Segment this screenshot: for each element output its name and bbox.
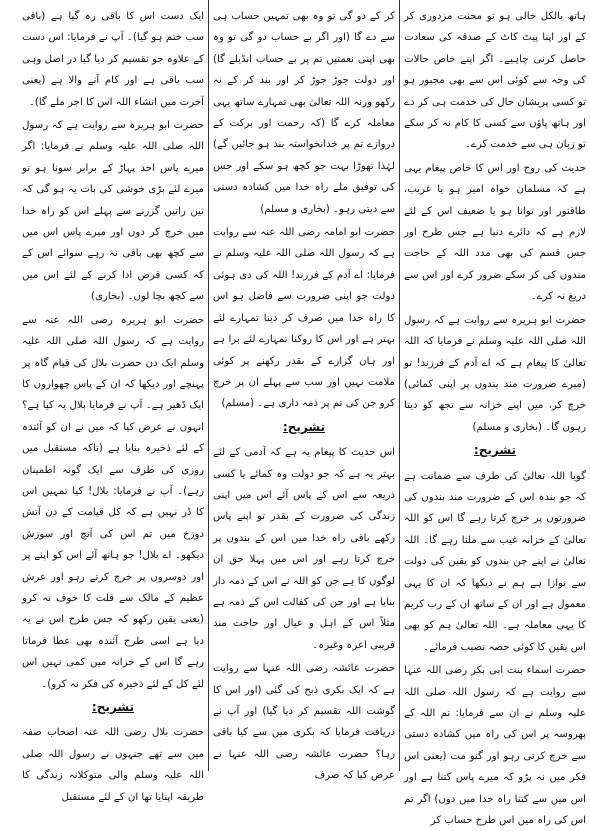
paragraph: حضرت ابو امامہ رضی اللہ عنہ سے روایت ہے کہ رسول اللہ صلی اللہ علیہ وسلم نے فرمایا: اے آدم کے فرزند! اللہ کی دی ہوئی دولت جو اپنی ضرورت سے فاضل ہو اس کا راہ خدا میں صرف کر دینا تمہارے لئے بہتر ہے اور اس کا روکنا تمہارے لئے برا ہے اور ہاں گزارے کے بقدر رکھنے پر کوئی ملامت نہیں اور سب سے پہلے ان پر خرچ کرو جن کی تم پر ذمہ داری ہے۔ (مسلم): [213, 227, 395, 410]
text-column-right: [400, 0, 590, 827]
paragraph: اس حدیث کا پیغام یہ ہے کہ آدمی کے لئے بہتر یہ ہے کہ جو دولت وہ کمائے یا کسی ذریعہ سے اس کے پاس آئے اس میں اپنی زندگی کی ضرورت کے بقدر تو اپنے پاس رکھے باقی راہ خدا میں اس کے بندوں پر خرچ کرتا رہے اور اس میں پہلا حق ان لوگوں کا ہے جن کو اللہ نے اس کے ذمہ دار بنایا ہے اور جن کی کفالت اس کے ذمہ ہے مثلاً اس کے اہل و عیال اور حاجت مند قریبی اعزہ وغیرہ۔: [213, 447, 395, 651]
section-heading: تشریح:: [91, 700, 135, 714]
column-divider: [399, 0, 400, 771]
paragraph: حضرت عائشہ رضی اللہ عنہا سے روایت ہے کہ ایک بکری ذبح کی گئی (اور اس کا گوشت اللہ تقسیم کر دیا گیا) اور آپ نے دریافت فرمایا کہ بکری میں سے کیا باقی رہا؟ حضرت عائشہ رضی اللہ عنہا نے عرض کیا کہ صرف: [213, 663, 395, 782]
paragraph: حضرت بلال رضی اللہ عنہ اصحاب صفہ میں سے تھے جنہوں نے رسول اللہ صلی اللہ علیہ وسلم والی متوکلانہ زندگی کا طریقہ اپنایا تھا ان کے لئے مستقبل: [22, 727, 204, 803]
paragraph: حدیث کی روح اور اس کا خاص پیغام یہی ہے کہ مسلمان خواہ امیر ہو یا غریب، طاقتور اور توانا ہو یا ضعیف اس کے لئے لازم ہے کہ دائرے دنیا ہے جس طرح اور جس قسم کی بھی مدد اللہ کے حاجت مندوں کی کر سکے ضرور کرے اور اس سے دریغ نہ کرے۔: [404, 162, 586, 303]
column-divider: [208, 0, 209, 771]
paragraph: حضرت ابو ہریرہ رضی اللہ عنہ سے روایت ہے کہ رسول اللہ صلی اللہ علیہ وسلم ایک دن حضرت بلال کی قیام گاہ پر پہنچے اور دیکھا کہ ان کے پاس چھواروں کا ایک ڈھیر ہے۔ آپ نے فرمایا بلال یہ کیا ہے؟ انہوں نے عرض کیا کہ میں نے ان کو آئندہ کے لئے ذخیرہ بنایا ہے (تاکہ مستقبل میں روزی کی طرف سے ایک گونہ اطمینان رہے)۔ آپ نے فرمایا: بلال! کیا تمہیں اس کا ڈر نہیں ہے کہ کل قیامت کے دن آتش دوزخ میں تم اس کی آنچ اور سوزش دیکھو۔ اے بلال! جو ہاتھ آئے اس کو اپنے پر اور دوسروں پر خرچ کرتے رہو اور عرش عظیم کے مالک سے قلت کا خوف نہ کرو (یعنی یقین رکھو کہ جس طرح اس نے یہ دیا ہے اسی طرح آئندہ بھی عطا فرماتا رہے گا اس کے خزانہ میں کمی نہیں اس لئے کل کے لئے ذخیرہ کی فکر نہ کرو)۔: [22, 314, 204, 690]
paragraph: حضرت ابو ہریرہ سے روایت ہے کہ رسول اللہ صلی اللہ علیہ وسلم نے فرمایا: اگر میرے پاس احد پہاڑ کے برابر سونا ہو تو میرے لئے بڑی خوشی کی بات یہ ہو گی کہ تین راتیں گزرنے سے پہلے اس کو راہ خدا میں خرچ کر دوں اور میرے پاس اس میں سے کچھ بھی باقی نہ رہے سوائے اس کے کہ کسی قرض ادا کرنے کے لئے اس میں سے کچھ بچا لوں۔ (بخاری): [22, 120, 204, 303]
paragraph: کر کے دو گی تو وہ بھی تمہیں حساب ہی سے دے گا (اور اگر بے حساب دو گی تو وہ بھی اپنی نعمتیں تم پر بے حساب انڈیلے گا) اور دولت جوڑ جوڑ کر اور بند کر کے نہ رکھو ورنہ اللہ تعالیٰ بھی تمہارے ساتھ یہی معاملہ کرے گا (کہ رحمت اور برکت کے دروازے تم پر خدانخواستہ بند ہو جائیں گے) لہٰذا تھوڑا بہت جو کچھ ہو سکے اور جس کی توفیق ملے راہ خدا میں کشادہ دستی سے دیتی رہو۔ (بخاری و مسلم): [213, 11, 395, 215]
section-heading: تشریح:: [282, 419, 326, 434]
paragraph: ایک دست اس کا باقی رہ گیا ہے (باقی سب ختم ہو گیا)۔ آپ نے فرمایا: اس دست کے علاوہ جو تقسیم کر دیا گیا در اصل وہی سب باقی ہے اور کام آنے والا ہے (یعنی آخرت میں انشاء اللہ اس کا اجر ملے گا)۔: [22, 11, 204, 108]
section-heading: تشریح:: [473, 443, 517, 458]
text-column-middle: [209, 0, 399, 782]
paragraph: گویا اللہ تعالیٰ کی طرف سے ضمانت ہے کہ جو بندہ اس کے ضرورت مند بندوں کی ضرورتوں پر خرچ کرتا رہے گا اس کو اللہ تعالیٰ کے خزانہ غیب سے ملتا رہے گا۔ اللہ تعالیٰ نے اپنے جن بندوں کو یقین کی دولت سے نوازا ہے ہم نے دیکھا کہ ان کا یہی معمول ہے اور ان کے ساتھ ان کے رب کریم کا یہی معاملہ ہے۔ اللہ تعالیٰ ہم کو بھی اس یقین کا کوئی حصہ نصیب فرمائے۔: [404, 470, 586, 653]
paragraph: حضرت ابو ہریرہ سے روایت ہے کہ رسول اللہ صلی اللہ علیہ وسلم نے فرمایا کہ اللہ تعالیٰ کا پیغام ہے کہ اے آدم کے فرزند! تو (میرے ضرورت مند بندوں پر اپنی کمائی) خرچ کر، میں اپنے خزانہ سے تجھ کو دیتا رہوں گا۔ (بخاری و مسلم): [404, 314, 586, 433]
text-column-left: [18, 0, 208, 803]
paragraph: حضرت اسماء بنت ابی بکر رضی اللہ عنہا سے روایت ہے کہ رسول اللہ صلی اللہ علیہ وسلم نے ان سے فرمایا: تم اللہ کے بھروسہ پر اس کی راہ میں کشادہ دستی سے خرچ کرتی رہو اور گنو مت (یعنی اس فکر میں نہ پڑو کہ میرے پاس کتنا ہے اور اس میں سے کتنا راہ خدا میں دوں) اگر تم اس کی راہ میں اس طرح حساب کر: [404, 665, 586, 827]
paragraph: ہاتھ بالکل خالی ہو تو محنت مزدوری کر کے اور اپنا پیٹ کاٹ کے صدقہ کی سعادت حاصل کرنی چاہیے۔ اگر اپنے خاص حالات کی وجہ سے کوئی اس سے بھی مجبور ہو تو کسی پریشان حال کی خدمت ہی کر دے اور ہاتھ پاؤں سے کسی کا کام نہ کر سکے تو زبان ہی سے خدمت کرے۔: [404, 11, 586, 151]
